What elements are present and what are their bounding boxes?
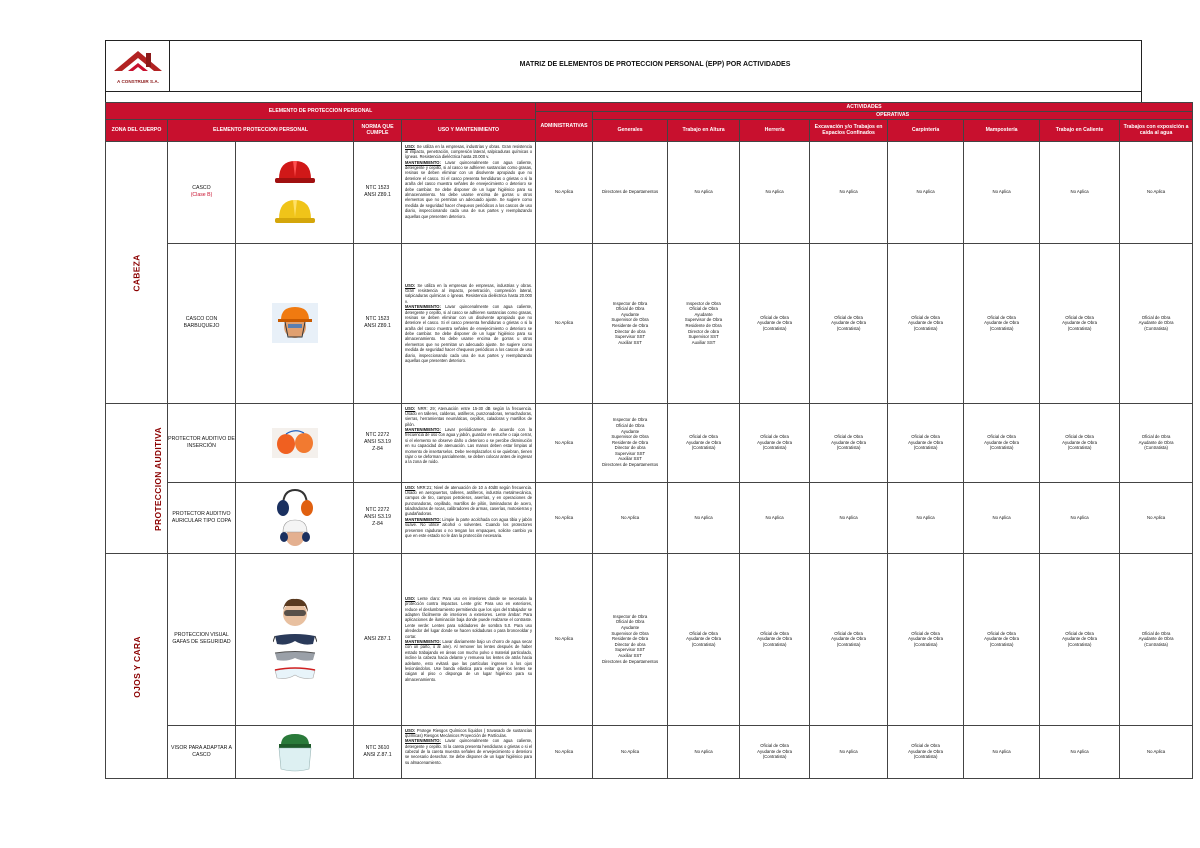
act-cell: No Aplica [810, 725, 888, 778]
mant-text: Lavar quincenalmente con agua caliente, detergente y cepillo, si al casco se adhieren sustancias como grasas, resinas se deben eliminar con un disolvente apropiado que no deteriore el casco. Si el casco presenta hendiduras o grietas o si la araña del casco muestra señales de envejecimiento o deterioro se debe cambiar. Se debe disponer de un lugar higiénico para su almacenamiento. No debe usarse encima de gorras u otros elementos que no permitan un adecuado ajuste. Se sugiere como medida de seguridad hacer chequeos periódicos a los cascos de uso diario, inspeccionando cada una de sus partes y reemplazando aquellas que presenten deterioro. [405, 304, 533, 364]
elemento-label: PROTECCION VISUAL GAFAS DE SEGURIDAD [172, 632, 231, 645]
mant-text: Lavar periódicamente de acuerdo con la frecuencia de uso con agua y jabón, guardar en estuche o caja cerrar, si el elemento se observe daño o deterioro o se percibe disminución en su capacidad de atenuación. Las manos deben estar limpias al momento de insertarselos. Debe reemplazarlos si se quiebran, tienen rajar o se deforman parcialmente, se deben colocar antes de ingresar a la zona de ruido. [405, 427, 533, 465]
uso-text: Se utiliza en la empresas de empresas, industrias y obras. Gran resistencia al impacto, penetración, compresión lateral, salpicaduras químicas o ígneas. Resistencia dieléctrica hasta 20.000 v. [405, 282, 533, 304]
act-cell: No Aplica [1040, 725, 1120, 778]
act-cell: Oficial de Obra Ayudante de Obra (Contratista) [1040, 243, 1120, 403]
act-cell: Oficial de Obra Ayudante de Obra (Contratista) [964, 553, 1040, 725]
act-cell: Oficial de Obra Ayudante de Obra (Contratista) [888, 403, 964, 482]
uso-key: USO: [405, 405, 416, 411]
elemento-label: PROTECTOR AUDITIVO DE INSERCIÓN [168, 435, 235, 449]
act-cell: Oficial de Obra Ayudante de Obra (Contratista) [810, 403, 888, 482]
elemento-cell [168, 243, 236, 403]
norma-cell: NTC 2272 ANSI S3.19 Z-84 [354, 482, 402, 553]
zone-ojos-cara [106, 553, 168, 778]
act-cell: Oficial de Obra Ayudante de Obra (Contratista) [740, 243, 810, 403]
mant-text: Lavar quincenalmente con agua caliente, detergente y cepillo. Si la careta presenta hendiduras o grietas o si el cabezal de la careta muestra señales de envejecimiento o deterioro se necesario desechar. Se debe disponer de un lugar higiénico para su almacenamiento. [405, 738, 533, 765]
zona-header: ZONA DEL CUERPO [106, 119, 168, 141]
mant-key: MANTENIMIENTO: [405, 639, 441, 644]
uso-key: USO: [405, 595, 416, 601]
act-cell: Oficial de Obra Ayudante de Obra (Contratista) [1040, 403, 1120, 482]
mant-text: Limpie la parte acolchada con agua tibia y jabón suave. No utilice alcohol o solventes. Cuando los protectores presenten rajaduras o no tengan los empaques, solicite cambio ya que en este estado no le dan la protección necesaria. [405, 516, 533, 539]
act-cell: Oficial de Obra Ayudante de Obra (Contratista) [888, 243, 964, 403]
act-cell: No Aplica [1120, 725, 1193, 778]
gray-safety-glasses-icon [273, 648, 317, 664]
uso-cell [402, 243, 536, 403]
act-cell: No Aplica [810, 482, 888, 553]
company-logo-text: A CONSTRUIR S.A. [117, 79, 159, 84]
matrix-sheet [105, 40, 1189, 776]
uso-text: Protege Riesgos Químicos líquidos ( travasado de sustancias químicas) Riesgos Mecánicos Proyección de Partículas. [405, 727, 533, 738]
mant-key: MANTENIMIENTO: [405, 159, 441, 165]
col-header-excavacion: Excavación y/o Trabajos en Espacios Confinados [810, 119, 888, 141]
uso-cell [402, 403, 536, 482]
document-header [105, 40, 1142, 92]
elemento-label: CASCO [192, 185, 211, 192]
table-row [106, 725, 1193, 778]
table-row [106, 141, 1193, 243]
act-cell: No Aplica [668, 482, 740, 553]
uso-text: Lente claro: Para uso en interiores donde se necesaria la protección contra impactos. Lente gris: Para uso en exteriores, reduce el deslumbramiento permitiendo que los ojos del trabajador se adapten fácilmente de interiores a exteriores. Lente ámbar: Para aplicaciones de iluminación baja donde puede realzarse el contraste. Lente verde: Lentes para soldadores de sombra 5.0. Para uso alrededor del lugar donde se hacen soldaduras o para bronceoldar y cortar. [405, 595, 533, 639]
zone-auditiva [106, 403, 168, 553]
uso-cell [402, 482, 536, 553]
mant-text: Lavar quincenalmente con agua caliente, detergente y cepillo, si al casco se adhieren sustancias como grasas, resinas se deben eliminar con un disolvente apropiado que no deteriore el casco. Si el casco presenta hendiduras o grietas o si la araña del casco muestra señales de envejecimiento o deterioro se debe cambiar. Se debe disponer de un lugar higiénico para su almacenamiento. No debe usarse encima de gorras u otros elementos que no permitan un adecuado ajuste. Se sugiere como medida de seguridad hacer chequeos periódicos a los cascos de uso diario, inspeccionando cada una de sus partes y reemplazando aquellas que presenten deterioro. [405, 159, 533, 219]
operativas-header: OPERATIVAS [593, 112, 1193, 120]
norma-cell: NTC 2272 ANSI S3.19 Z-84 [354, 403, 402, 482]
elemento-label: CASCO CON BARBUQUEJO [183, 316, 220, 329]
uso-cell [402, 553, 536, 725]
act-cell: Oficial de Obra Ayudante de Obra (Contratista) [964, 243, 1040, 403]
act-cell: No Aplica [536, 725, 593, 778]
act-cell: No Aplica [1040, 482, 1120, 553]
zone-cabeza [106, 141, 168, 403]
act-cell: Inspector de Obra Oficial de Obra Ayudante Supervisor de Obra Residente de Obra Director de obra Supervisor SST Auxiliar SST Directores de Departamentos [593, 403, 668, 482]
act-cell: No Aplica [536, 482, 593, 553]
act-cell: Oficial de Obra Ayudante de Obra (Contratista) [964, 403, 1040, 482]
act-cell: No Aplica [1120, 482, 1193, 553]
uso-key: USO: [405, 484, 416, 490]
uso-key: USO: [405, 143, 416, 149]
image-cell [236, 725, 354, 778]
elemento-label: PROTECTOR AUDITIVO AURICULAR TIPO COPA [171, 510, 232, 524]
table-row [106, 553, 1193, 725]
norma-header: NORMA QUE CUMPLE [354, 119, 402, 141]
administrativas-header: ADMINISTRATIVAS [536, 112, 593, 142]
document-title: MATRIZ DE ELEMENTOS DE PROTECCION PERSONAL (EPP) POR ACTIVIDADES [519, 61, 791, 68]
elemento-group-header: ELEMENTO DE PROTECCION PERSONAL [106, 103, 536, 120]
act-cell: Oficial de Obra Ayudante de Obra (Contratista) [810, 553, 888, 725]
worker-helmet-chinstrap-icon [272, 303, 318, 343]
act-cell: Oficial de Obra Ayudante de Obra (Contratista) [1120, 553, 1193, 725]
red-helmet-icon [273, 157, 317, 187]
uso-key: USO: [405, 282, 416, 288]
col-header-herreria: Herrería [740, 119, 810, 141]
elemento-sublabel: (Clase B) [190, 192, 213, 198]
table-row [106, 482, 1193, 553]
uso-header: USO Y MANTENIMIENTO [402, 119, 536, 141]
act-cell: No Aplica [1040, 141, 1120, 243]
col-header-altura: Trabajo en Altura [668, 119, 740, 141]
norma-cell: NTC 1523 ANSI Z89.1 [354, 141, 402, 243]
act-cell: Oficial de Obra Ayudante de Obra (Contratista) [810, 243, 888, 403]
act-cell: No Aplica [888, 141, 964, 243]
act-cell: No Aplica [740, 141, 810, 243]
zone-label: OJOS Y CARA [131, 635, 142, 698]
act-cell: Inspector de Obra Oficial de Obra Ayudante Supervisor de Obra Residente de Obra Director de obra Supervisor SST Auxiliar SST [593, 243, 668, 403]
image-cell [236, 243, 354, 403]
act-cell: No Aplica [593, 482, 668, 553]
act-cell: Oficial de Obra Ayudante de Obra (Contratista) [888, 725, 964, 778]
act-cell: No Aplica [536, 243, 593, 403]
col-header-caliente: Trabajo en Caliente [1040, 119, 1120, 141]
epp-matrix-table [105, 102, 1193, 779]
act-cell: Directores de Departamentos [593, 141, 668, 243]
act-cell: Oficial de Obra Ayudante de Obra (Contratista) [888, 553, 964, 725]
mant-key: MANTENIMIENTO: [405, 738, 441, 744]
zone-label: CABEZA [131, 254, 142, 292]
norma-cell: ANSI Z87.1 [354, 553, 402, 725]
act-cell: Oficial de Obra Ayudante de Obra (Contratista) [740, 403, 810, 482]
helmet-earmuff-worker-icon [275, 518, 315, 548]
mant-text: Lavar diariamente bajo un chorro de agua secar con un paño, o al aire). Al remover los lentes después de haber estado trabajando en áreas con mucho polvo o material particulado, incline la cabeza hacia delante y remueva los lentes de atrás hacia adelante, esto evitará que las partículas ingresen a los ojos lesionándolos. Use banda elástica para evitar que los lentes se caigan al piso o disponga de un lugar higiénico para su almacenamiento. [405, 639, 533, 682]
image-cell [236, 482, 354, 553]
earplugs-icon [272, 428, 318, 458]
zone-label: PROTECCION AUDITIVA [152, 427, 163, 531]
uso-cell [402, 725, 536, 778]
act-cell: No Aplica [593, 725, 668, 778]
act-cell: Oficial de Obra Ayudante de Obra (Contratista) [740, 553, 810, 725]
act-cell: Inspector de Obra Oficial de Obra Ayudante Supervisor de Obra Residente de Obra Director de obra Supervisor SST Auxiliar SST [668, 243, 740, 403]
logo-box [106, 41, 170, 91]
norma-cell: NTC 3610 ANSI Z.87.1 [354, 725, 402, 778]
act-cell: No Aplica [964, 482, 1040, 553]
act-cell: Oficial de Obra Ayudante de Obra (Contratista) [1120, 243, 1193, 403]
image-cell [236, 553, 354, 725]
act-cell: Oficial de Obra Ayudante de Obra (Contratista) [740, 725, 810, 778]
act-cell: Oficial de Obra Ayudante de Obra (Contratista) [668, 403, 740, 482]
actividades-header: ACTIVIDADES [536, 103, 1193, 112]
act-cell: No Aplica [668, 725, 740, 778]
header-spacer [105, 92, 1142, 102]
norma-cell: NTC 1523 ANSI Z89.1 [354, 243, 402, 403]
image-cell [236, 141, 354, 243]
elemento-label: VISOR PARA ADAPTAR A CASCO [171, 744, 232, 758]
image-cell [236, 403, 354, 482]
mant-key: MANTENIMIENTO: [405, 304, 441, 310]
col-header-mamposteria: Mampostería [964, 119, 1040, 141]
act-cell: No Aplica [536, 141, 593, 243]
mant-key: MANTENIMIENTO: [405, 427, 441, 433]
elemento-header: ELEMENTO PROTECCION PERSONAL [168, 119, 354, 141]
act-cell: No Aplica [888, 482, 964, 553]
col-header-agua: Trabajos con exposición a caída al agua [1120, 119, 1193, 141]
act-cell: No Aplica [668, 141, 740, 243]
col-header-carpinteria: Carpintería [888, 119, 964, 141]
earmuffs-icon [275, 488, 315, 518]
elemento-cell [168, 553, 236, 725]
table-row [106, 403, 1193, 482]
woman-safety-glasses-icon [275, 596, 315, 630]
dark-safety-glasses-icon [273, 630, 317, 648]
elemento-cell [168, 482, 236, 553]
elemento-cell [168, 403, 236, 482]
uso-text: NRR: 29; Atenuación entre 15-30 dB según la frecuencia. Usado en talleres, calderas, astilleros, punzonadoras, remachadoras, sierras, herramientas neumáticas, cepillos, caladoras y martillos de pilón. [405, 405, 533, 427]
col-header-generales: Generales [593, 119, 668, 141]
act-cell: Inspector de Obra Oficial de Obra Ayudante Supervisor de Obra Residente de Obra Director de obra Supervisor SST Auxiliar SST Directores de Departamentos [593, 553, 668, 725]
uso-key: USO: [405, 727, 416, 733]
elemento-cell [168, 141, 236, 243]
face-shield-icon [273, 731, 317, 773]
elemento-cell [168, 725, 236, 778]
table-row [106, 243, 1193, 403]
act-cell: No Aplica [964, 725, 1040, 778]
mant-key: MANTENIMIENTO: [405, 516, 441, 522]
uso-text: Se utiliza en la empresas, industrias y obras. Gran resistencia al impacto, penetración, compresión lateral, salpicaduras químicas o ígneas. Resistencia dieléctrica hasta 20.000 v. [405, 143, 533, 160]
act-cell: Oficial de Obra Ayudante de Obra (Contratista) [668, 553, 740, 725]
act-cell: No Aplica [536, 403, 593, 482]
act-cell: No Aplica [964, 141, 1040, 243]
clear-safety-glasses-icon [273, 664, 317, 682]
act-cell: No Aplica [536, 553, 593, 725]
act-cell: No Aplica [1120, 141, 1193, 243]
act-cell: Oficial de Obra Ayudante de Obra (Contratista) [1120, 403, 1193, 482]
uso-cell [402, 141, 536, 243]
yellow-helmet-icon [273, 195, 317, 227]
act-cell: No Aplica [740, 482, 810, 553]
act-cell: Oficial de Obra Ayudante de Obra (Contratista) [1040, 553, 1120, 725]
uso-text: NRR:21; Nivel de atenuación de 10 a 40dB según frecuencia. Usado en aeropuertos, talleres, astilleros, industria metalmecánica, campos de tiro, campos petroleros, aserrías, y en operaciones de punzonadoras, cepillado, martillos de pilón, laminadoras de acero, taladradoras de rocas, calibradores de armas, caserías, motosierras y guadañadoras. [405, 484, 533, 517]
act-cell: No Aplica [810, 141, 888, 243]
